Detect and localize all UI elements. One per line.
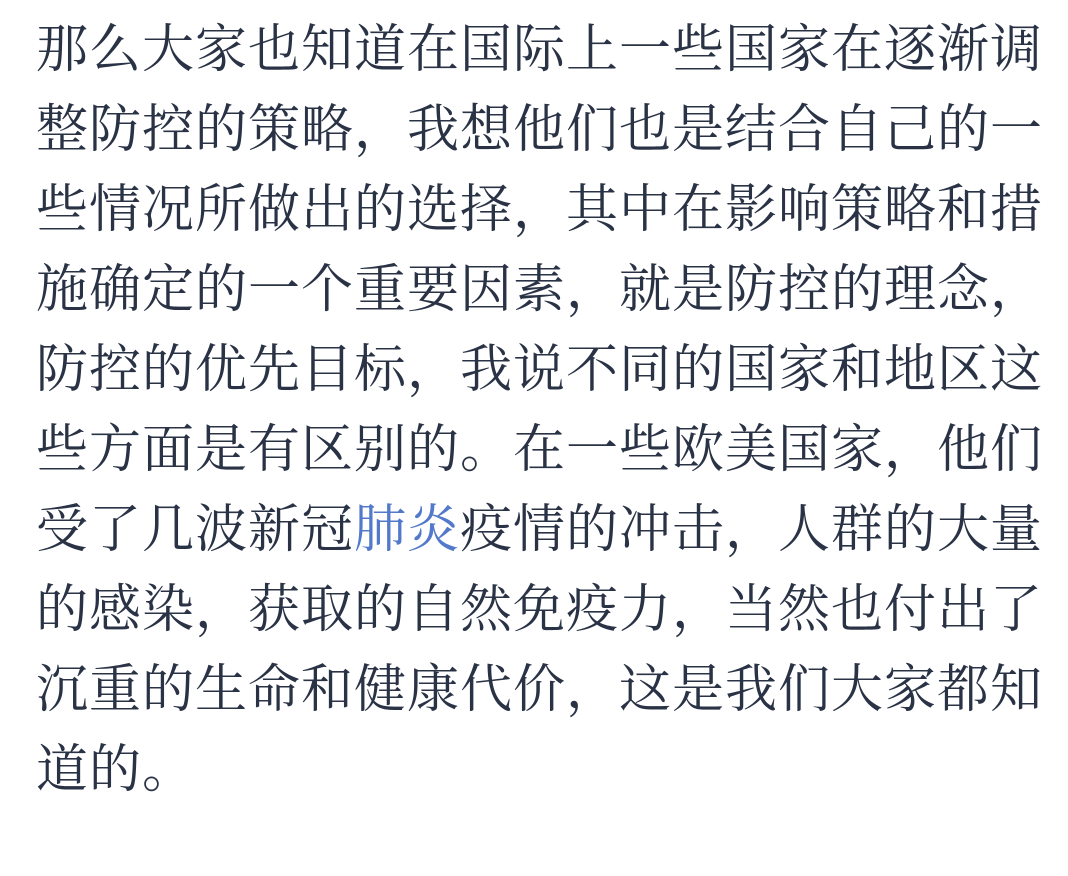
text-segment: 整防控的策略，我想他们也是结合自己的一 (36, 101, 1044, 159)
text-line (36, 250, 1068, 330)
text-segment: 那么大家也知道在国际上一些国家在逐渐调 (36, 21, 1044, 79)
text-line (36, 90, 1068, 170)
text-line (36, 570, 1068, 650)
text-line (36, 170, 1068, 250)
text-line (36, 650, 1068, 730)
pneumonia-link[interactable]: 肺炎 (354, 501, 461, 559)
text-segment: 沉重的生命和健康代价，这是我们大家都知 (36, 661, 1044, 719)
text-segment: 受了几波新冠 (36, 501, 355, 559)
text-line (36, 10, 1068, 90)
text-line (36, 330, 1068, 410)
text-segment: 道的。 (36, 741, 196, 799)
text-segment: 防控的优先目标，我说不同的国家和地区这 (36, 341, 1044, 399)
text-segment: 些方面是有区别的。在一些欧美国家，他们 (36, 421, 1044, 479)
text-segment: 疫情的冲击，人群的大量 (460, 501, 1044, 559)
text-segment: 些情况所做出的选择，其中在影响策略和措 (36, 181, 1044, 239)
text-line (36, 410, 1068, 490)
text-segment: 的感染，获取的自然免疫力，当然也付出了 (36, 581, 1044, 639)
text-segment: 施确定的一个重要因素，就是防控的理念， (36, 261, 1044, 319)
text-line (36, 730, 1068, 810)
text-line (36, 490, 1068, 570)
